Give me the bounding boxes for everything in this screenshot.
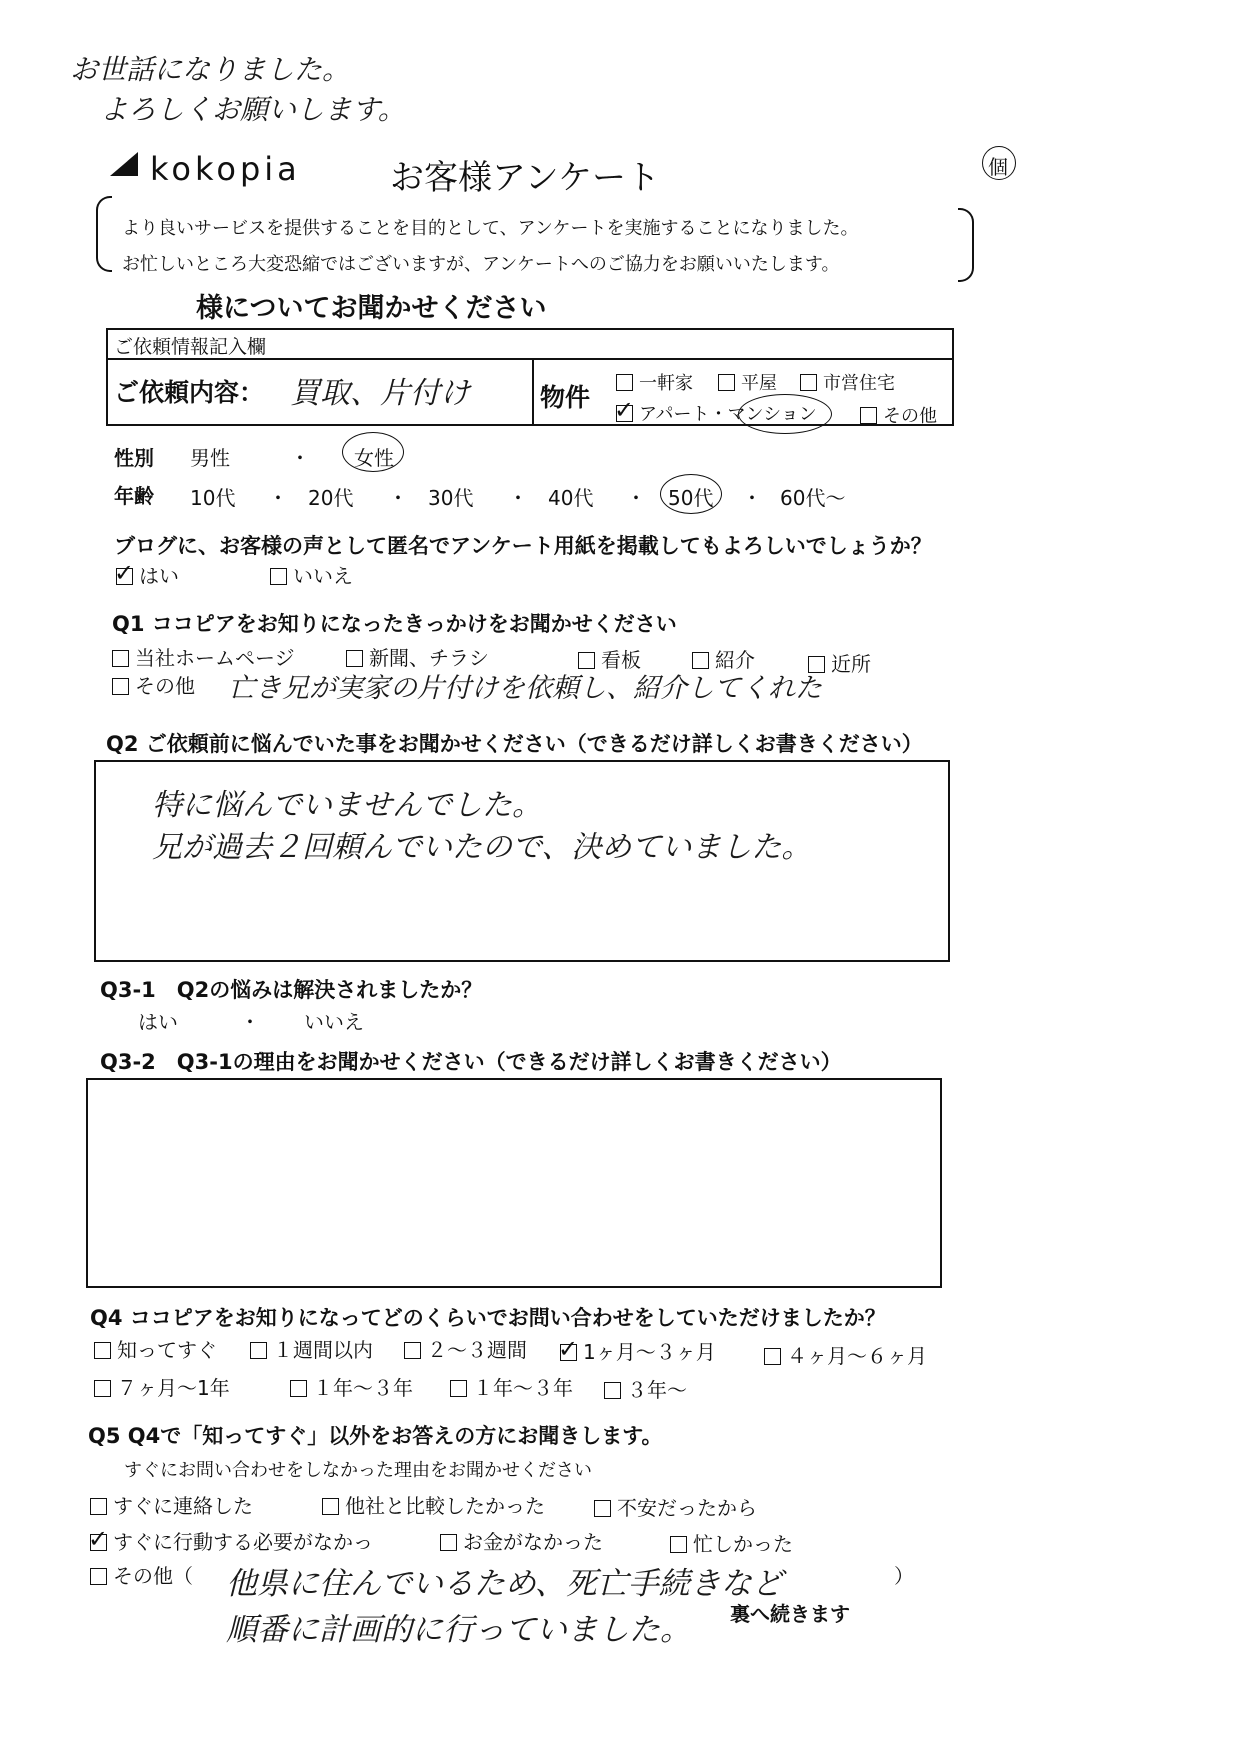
- q1-checkbox[interactable]: [112, 678, 129, 695]
- q4-opt[interactable]: １週間以内: [250, 1334, 373, 1363]
- age-50s[interactable]: 50代: [668, 486, 714, 510]
- property-opt-municipal[interactable]: 市営住宅: [800, 369, 895, 395]
- q5-question: Q5 Q4で「知ってすぐ」以外をお答えの方にお聞きします。: [88, 1424, 663, 1448]
- q1-opt-referral[interactable]: 紹介: [692, 644, 755, 673]
- apartment-circle: [738, 394, 832, 434]
- q2-answer-line-1: 特に悩んでいませんでした。: [152, 788, 542, 823]
- gender-sep: ・: [290, 446, 310, 470]
- age-60s[interactable]: 60代〜: [780, 486, 846, 510]
- q4-opt[interactable]: 知ってすぐ: [94, 1334, 217, 1363]
- q4-checkbox[interactable]: [250, 1342, 267, 1359]
- q4-opt[interactable]: １年〜３年: [450, 1372, 573, 1401]
- q4-opt[interactable]: ３年〜: [604, 1374, 687, 1403]
- q4-opt[interactable]: ７ヶ月〜1年: [94, 1372, 230, 1401]
- continue-note: 裏へ続きます: [730, 1602, 850, 1626]
- q4-opt[interactable]: １年〜３年: [290, 1372, 413, 1401]
- q5-checkbox[interactable]: [594, 1500, 611, 1517]
- q5-checkbox-checked[interactable]: [90, 1534, 107, 1551]
- q4-checkbox[interactable]: [94, 1380, 111, 1397]
- section-title: 様についてお聞かせください: [196, 293, 547, 324]
- q1-opt-neighborhood[interactable]: 近所: [808, 648, 871, 677]
- q1-other-answer: 亡き兄が実家の片付けを依頼し、紹介してくれた: [228, 673, 822, 704]
- q2-answer-line-2: 兄が過去２回頼んでいたので、決めていました。: [152, 830, 812, 865]
- q4-question: Q4 ココピアをお知りになってどのくらいでお問い合わせをしていただけましたか？: [90, 1306, 886, 1330]
- q5-checkbox[interactable]: [670, 1536, 687, 1553]
- blog-no-checkbox[interactable]: [270, 568, 287, 585]
- age-sep: ・: [626, 486, 646, 510]
- q4-checkbox[interactable]: [404, 1342, 421, 1359]
- property-opt-apartment[interactable]: ✓アパート・マンション: [616, 400, 817, 426]
- gender-label: 性別: [114, 446, 154, 470]
- q4-checkbox[interactable]: [450, 1380, 467, 1397]
- private-mark: 個: [988, 155, 1008, 179]
- q1-opt-other[interactable]: その他: [112, 670, 195, 699]
- q5-subtext: すぐにお問い合わせをしなかった理由をお聞かせください: [124, 1460, 592, 1481]
- q5-checkbox[interactable]: [90, 1568, 107, 1585]
- q4-opt[interactable]: ４ヶ月〜６ヶ月: [764, 1340, 927, 1369]
- gender-female[interactable]: 女性: [354, 446, 394, 470]
- property-label: 物件: [540, 383, 591, 412]
- property-opt-other[interactable]: その他: [860, 402, 937, 428]
- q3-2-question: Q3-2 Q3-1の理由をお聞かせください（できるだけ詳しくお書きください）: [100, 1050, 842, 1074]
- q5-other-close: ）: [894, 1564, 914, 1588]
- q3-2-answer-box[interactable]: [86, 1078, 942, 1288]
- q5-opt[interactable]: ✓すぐに行動する必要がなかっ: [90, 1526, 373, 1555]
- table-caption: ご依頼情報記入欄: [114, 336, 267, 358]
- intro-bracket-right: [958, 208, 974, 282]
- blog-yes-checkbox[interactable]: [116, 568, 133, 585]
- q5-opt[interactable]: 他社と比較したかった: [322, 1490, 545, 1519]
- q1-checkbox[interactable]: [112, 650, 129, 667]
- gender-male[interactable]: 男性: [190, 446, 230, 470]
- q5-opt[interactable]: 忙しかった: [670, 1528, 793, 1557]
- age-sep: ・: [388, 486, 408, 510]
- blog-question: ブログに、お客様の声として匿名でアンケート用紙を掲載してもよろしいでしょうか？: [114, 534, 932, 558]
- age-30s[interactable]: 30代: [428, 486, 474, 510]
- q4-opt[interactable]: ✓ 1ヶ月〜３ヶ月: [560, 1336, 716, 1365]
- property-opt-flat[interactable]: 平屋: [718, 369, 777, 395]
- q4-checkbox-checked[interactable]: [560, 1344, 577, 1361]
- intro-line-2: お忙しいところ大変恐縮ではございますが、アンケートへのご協力をお願いいたします。: [122, 254, 840, 275]
- content-label: ご依頼内容：: [114, 378, 265, 407]
- q4-checkbox[interactable]: [604, 1382, 621, 1399]
- q5-opt-other[interactable]: その他（: [90, 1560, 193, 1589]
- q3-1-sep: ・: [240, 1010, 260, 1034]
- q3-1-yes[interactable]: はい: [138, 1010, 178, 1034]
- blog-yes[interactable]: ✓はい: [116, 560, 179, 589]
- q5-opt[interactable]: すぐに連絡した: [90, 1490, 253, 1519]
- q5-opt[interactable]: お金がなかった: [440, 1526, 603, 1555]
- page-title: お客様アンケート: [390, 158, 660, 198]
- q3-1-no[interactable]: いいえ: [304, 1010, 364, 1034]
- property-checkbox-checked[interactable]: [616, 405, 633, 422]
- property-checkbox[interactable]: [800, 374, 817, 391]
- logo: [108, 148, 148, 184]
- age-selected-circle: [660, 474, 722, 514]
- age-sep: ・: [268, 486, 288, 510]
- q1-opt-homepage[interactable]: 当社ホームページ: [112, 642, 295, 671]
- q5-checkbox[interactable]: [322, 1498, 339, 1515]
- age-20s[interactable]: 20代: [308, 486, 354, 510]
- q1-question: Q1 ココピアをお知りになったきっかけをお聞かせください: [112, 612, 677, 636]
- logo-mark-icon: [108, 148, 148, 180]
- age-40s[interactable]: 40代: [548, 486, 594, 510]
- intro-line-1: より良いサービスを提供することを目的として、アンケートを実施することになりました。: [122, 218, 859, 239]
- gender-selected-circle: [342, 432, 404, 472]
- property-checkbox[interactable]: [860, 407, 877, 424]
- blog-no[interactable]: いいえ: [270, 560, 353, 589]
- age-sep: ・: [742, 486, 762, 510]
- table-vertical-divider: [532, 358, 534, 426]
- greeting-line-1: お世話になりました。: [70, 53, 351, 86]
- age-10s[interactable]: 10代: [190, 486, 236, 510]
- q5-checkbox[interactable]: [90, 1498, 107, 1515]
- intro-bracket-left: [96, 196, 112, 272]
- age-label: 年齢: [114, 484, 154, 508]
- q5-opt[interactable]: 不安だったから: [594, 1492, 757, 1521]
- content-value: 買取、片付け: [290, 376, 470, 411]
- q4-opt[interactable]: ２〜３週間: [404, 1334, 527, 1363]
- logo-text: kokopia: [150, 150, 301, 188]
- q5-checkbox[interactable]: [440, 1534, 457, 1551]
- property-checkbox[interactable]: [718, 374, 735, 391]
- q5-other-answer-line-1: 他県に住んでいるため、死亡手続きなど: [226, 1566, 783, 1602]
- q2-question: Q2 ご依頼前に悩んでいた事をお聞かせください（できるだけ詳しくお書きください）: [106, 732, 923, 756]
- q1-opt-newspaper[interactable]: 新聞、チラシ: [346, 642, 489, 671]
- age-sep: ・: [508, 486, 528, 510]
- q1-checkbox[interactable]: [346, 650, 363, 667]
- property-opt-house[interactable]: 一軒家: [616, 369, 693, 395]
- q5-other-answer-line-2: 順番に計画的に行っていました。: [226, 1612, 691, 1648]
- q4-checkbox[interactable]: [290, 1380, 307, 1397]
- q1-opt-sign[interactable]: 看板: [578, 644, 641, 673]
- q3-1-question: Q3-1 Q2の悩みは解決されましたか？: [100, 978, 483, 1002]
- greeting-line-2: よろしくお願いします。: [100, 93, 406, 126]
- q4-checkbox[interactable]: [94, 1342, 111, 1359]
- q4-checkbox[interactable]: [764, 1348, 781, 1365]
- property-checkbox[interactable]: [616, 374, 633, 391]
